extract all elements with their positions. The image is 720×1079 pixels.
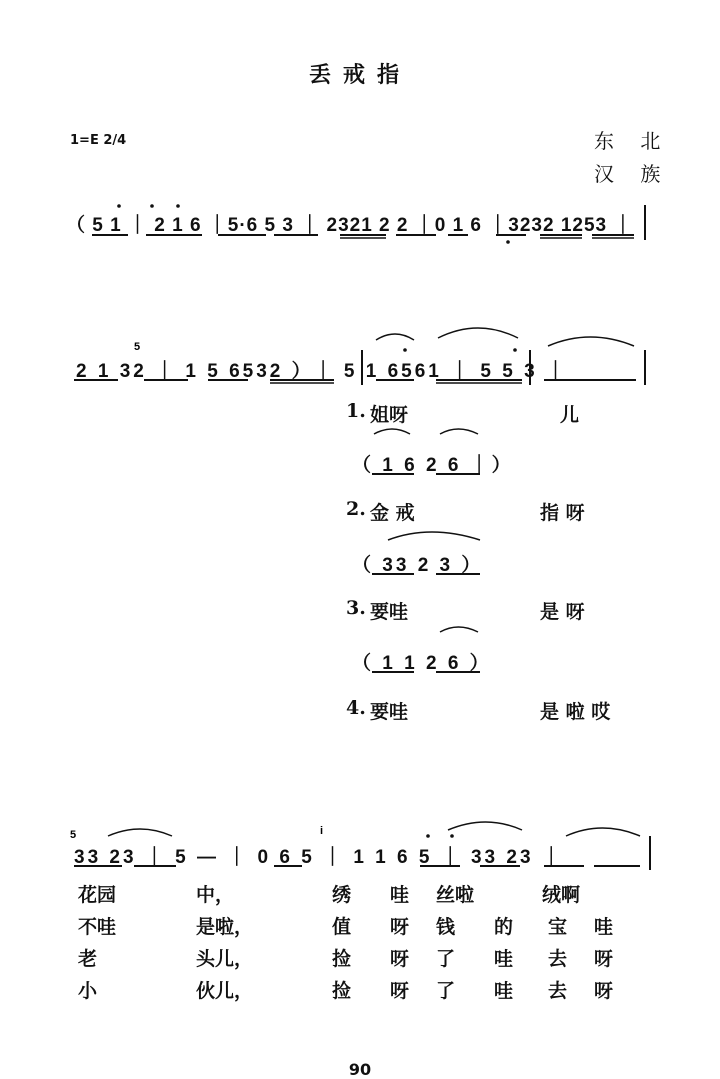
lyric-word: 伙儿， bbox=[196, 980, 254, 1002]
dot-high bbox=[176, 204, 180, 208]
lyric-word: 宝 bbox=[548, 916, 568, 938]
verse-3-left: 要哇 bbox=[370, 601, 409, 623]
verse-2-label: 2. bbox=[346, 498, 366, 520]
lyric-word: 老 bbox=[78, 948, 98, 970]
slur bbox=[376, 334, 414, 340]
interlude-1: （ 1 6 2 6 ｜） bbox=[352, 455, 514, 476]
grace-note: 5 bbox=[70, 829, 77, 841]
lyric-word: 花园 bbox=[78, 884, 117, 906]
lyric-word: 哇 bbox=[594, 916, 614, 938]
interlude-3: （ 1 1 2 6 ） bbox=[352, 653, 492, 674]
slur bbox=[548, 337, 634, 346]
dot-high bbox=[450, 834, 454, 838]
verse-3-label: 3. bbox=[346, 597, 366, 619]
lyric-word: 绒啊 bbox=[542, 884, 581, 906]
grace-note: i bbox=[320, 825, 324, 837]
lyric-word: 哇 bbox=[390, 884, 410, 906]
notation-line-3: 33 23 ｜ 5 — ｜ 0 6 5 ｜ 1 1 6 5 ｜ 33 23 ｜ bbox=[74, 847, 564, 868]
lyric-word: 捡 bbox=[332, 948, 352, 970]
verse-1-left: 姐呀 bbox=[370, 404, 409, 426]
interlude-2: （ 33 2 3 ） bbox=[352, 555, 484, 576]
lyric-word: 呀 bbox=[594, 980, 614, 1002]
lyric-word: 了 bbox=[436, 948, 456, 970]
page-number: 90 bbox=[348, 1060, 372, 1079]
verse-2-right: 指 呀 bbox=[540, 502, 585, 524]
notation-line-1: （ 5 1 ｜ 2 1 6 ｜5·6 5 3 ｜ 2321 2 2 ｜0 1 6 ｜3232 1253 ｜ bbox=[66, 215, 634, 236]
lyric-word: 去 bbox=[548, 980, 568, 1002]
lyric-word: 是啦， bbox=[196, 916, 254, 938]
verse-1-label: 1. bbox=[346, 400, 366, 422]
verse-4-left: 要哇 bbox=[370, 701, 409, 723]
key-signature: 1=E 2/4 bbox=[70, 133, 127, 148]
lyric-word: 小 bbox=[78, 980, 98, 1002]
lyric-word: 了 bbox=[436, 980, 456, 1002]
verse-3-right: 是 呀 bbox=[540, 601, 585, 623]
slur bbox=[566, 828, 640, 836]
slur bbox=[438, 328, 518, 338]
lyric-word: 头儿， bbox=[196, 948, 254, 970]
verse-2-left: 金 戒 bbox=[370, 502, 415, 524]
lyric-word: 呀 bbox=[390, 948, 410, 970]
ethnicity-label: 汉 族 bbox=[594, 162, 671, 186]
slur bbox=[440, 429, 478, 434]
verse-1-right: 儿 bbox=[560, 404, 580, 426]
region-label: 东 北 bbox=[594, 129, 671, 153]
dot-high bbox=[513, 348, 517, 352]
lyric-word: 的 bbox=[494, 916, 514, 938]
dot-high bbox=[426, 834, 430, 838]
lyric-word: 呀 bbox=[594, 948, 614, 970]
lyric-word: 呀 bbox=[390, 980, 410, 1002]
dot-high bbox=[150, 204, 154, 208]
lyric-word: 去 bbox=[548, 948, 568, 970]
slur bbox=[374, 429, 410, 434]
notation-line-2: 2 1 32 ｜ 1 5 6532 ）｜ 5 1 6561 ｜ 5 5 3 ｜ bbox=[76, 361, 568, 382]
lyric-word: 丝啦 bbox=[436, 884, 475, 906]
lyric-word: 值 bbox=[332, 916, 352, 938]
dot-high bbox=[403, 348, 407, 352]
lyric-word: 中， bbox=[196, 884, 235, 906]
lyric-word: 哇 bbox=[494, 948, 514, 970]
dot-low bbox=[506, 240, 510, 244]
grace-note: 5 bbox=[134, 341, 141, 353]
verse-4-right: 是 啦 哎 bbox=[540, 701, 611, 723]
slur bbox=[108, 829, 172, 836]
lyric-word: 钱 bbox=[436, 916, 456, 938]
lyric-word: 不哇 bbox=[78, 916, 117, 938]
lyric-word: 呀 bbox=[390, 916, 410, 938]
song-title: 丢戒指 bbox=[308, 63, 411, 88]
verse-4-label: 4. bbox=[346, 697, 366, 719]
dot-high bbox=[117, 204, 121, 208]
slur bbox=[388, 532, 480, 540]
slur bbox=[448, 822, 522, 830]
slur bbox=[440, 627, 478, 632]
lyric-word: 绣 bbox=[332, 884, 352, 906]
lyric-word: 捡 bbox=[332, 980, 352, 1002]
lyric-word: 哇 bbox=[494, 980, 514, 1002]
